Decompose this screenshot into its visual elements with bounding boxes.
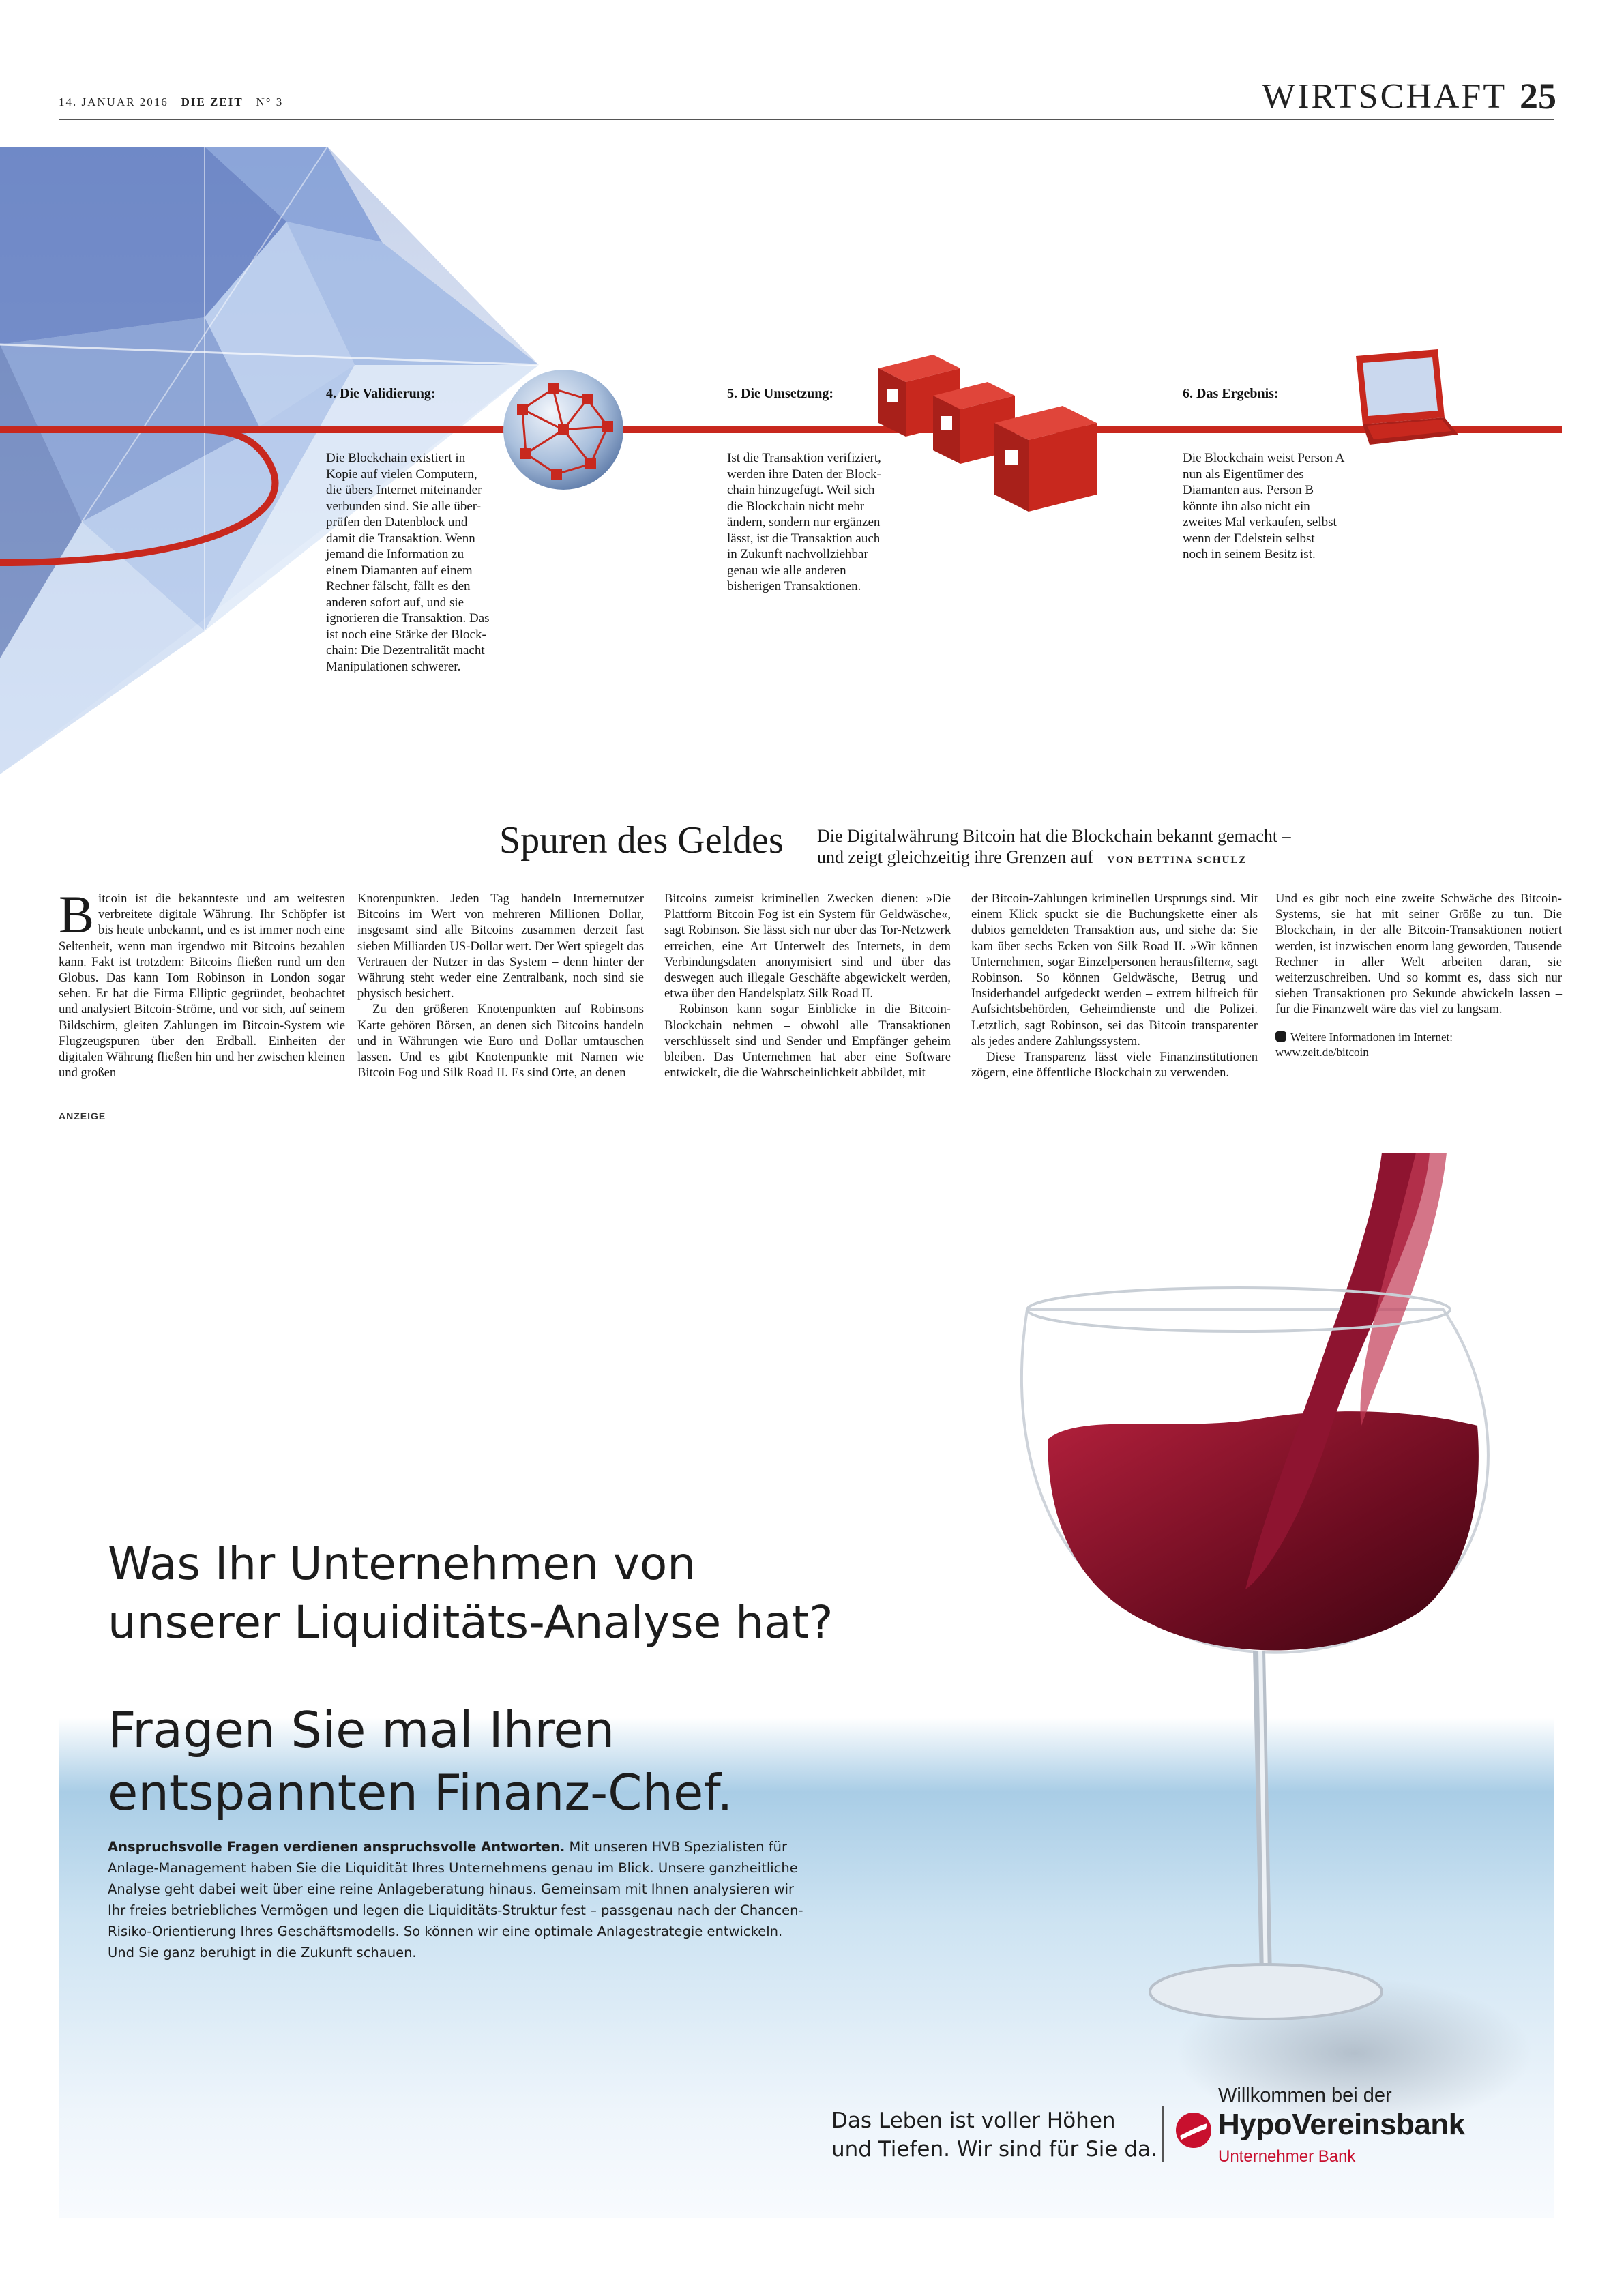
step-text-line: Ist die Transaktion verifiziert, — [727, 451, 881, 465]
step-text-line: wenn der Edelstein selbst — [1183, 531, 1315, 546]
paragraph: Diese Transparenz lässt viele Finanzinstitutionen zögern, eine öffentliche Blockchain zu verwenden. — [971, 1050, 1258, 1080]
dropcap: B — [59, 885, 95, 944]
step-title: 6. Das Ergebnis: — [1183, 386, 1279, 401]
step-text-line: Die Blockchain weist Person A — [1183, 451, 1345, 465]
step-text-line: chain: Die Dezentralität macht — [326, 643, 485, 658]
paper-name: DIE ZEIT — [181, 95, 243, 108]
issue-date: 14. JANUAR 2016 — [59, 95, 168, 108]
slogan-line: und Tiefen. Wir sind für Sie da. — [831, 2137, 1157, 2162]
wine-glass-illustration — [945, 1153, 1554, 2218]
step-text-line: noch in seinem Besitz ist. — [1183, 547, 1316, 561]
ad-body-line: Ihr freies betriebliches Vermögen und legen die Liquiditäts-Struktur fest – passgenau nach der Chancen- — [108, 1902, 803, 1918]
slogan-divider — [1162, 2106, 1164, 2162]
step-text-line: werden ihre Daten der Block- — [727, 467, 881, 482]
masthead-line — [59, 95, 283, 109]
ad-slogan — [831, 2106, 1157, 2164]
article-column-1 — [59, 885, 345, 1080]
step-result — [1183, 386, 1360, 402]
paragraph: Zu den größeren Knotenpunkten auf Robinsons Karte gehören Börsen, an denen sich Bitcoins handeln und in Währungen wie Euro und Dollar umtauschen lassen. Und es gibt Knotenpunkte mit Namen wie Bitcoin Fog und Silk Road II. Es sind Orte, an denen — [357, 1002, 644, 1080]
slogan-line: Das Leben ist voller Höhen — [831, 2108, 1116, 2133]
paragraph: der Bitcoin-Zahlungen kriminellen Ursprungs sind. Mit einem Klick spuckt sie die Buchungskette einer als dubios gemeldeten Transaktion aus, und siehe da: Sie kam über sechs Ecken von Silk Road II. »Wir können Unternehmen, sogar Einzelpersonen herausfiltern«, sagt Robinson. So können Geldwäsche, Betrug und Insiderhandel aufgedeckt werden – extrem hilfreich für Aufsichtsbehörden, Geheimdienste und die Polizei. Letztlich, sagt Robinson, sei das Bitcoin transparenter als jedes andere Zahlungssystem. — [971, 892, 1258, 1048]
paragraph: Und es gibt noch eine zweite Schwäche des Bitcoin-Systems, sie hat mit seiner Größe zu tun. Die Blockchain, in der alle Bitcoin-Transaktionen notiert werden, ist inzwischen enorm lang geworden, Tausende Rechner in aller Welt arbeiten daran, sie weiterzuschreiben. Und so kommt es, dass sich nur sieben Transaktionen pro Sekunde abwickeln lassen – für die Finanzwelt wäre das viel zu langsam. — [1275, 892, 1562, 1017]
step-text-line: ignorieren die Transaktion. Das — [326, 611, 490, 625]
ad-body-line: Analyse geht dabei weit über eine reine Anlageberatung hinaus. Gemeinsam mit Ihnen analysieren wir — [108, 1881, 795, 1897]
step-text-line: einem Diamanten auf einem — [326, 563, 473, 578]
brand-welcome: Willkommen bei der — [1218, 2085, 1392, 2106]
step-text-line: prüfen den Datenblock und — [326, 515, 468, 529]
article-deck — [817, 825, 1295, 871]
answer-line: Fragen Sie mal Ihren — [108, 1701, 615, 1758]
advertisement — [59, 1153, 1554, 2218]
ad-answer — [108, 1698, 994, 1824]
article-column-2 — [357, 891, 644, 1080]
step-text-line: anderen sofort auf, und sie — [326, 595, 464, 610]
step-text-line: jemand die Information zu — [326, 547, 464, 561]
ad-body-line: Mit unseren HVB Spezialisten für — [565, 1839, 787, 1855]
step-text-line: lässt, ist die Transaktion auch — [727, 531, 881, 546]
article-column-3 — [664, 891, 951, 1080]
step-text-line: Diamanten aus. Person B — [1183, 483, 1314, 497]
hand-icon — [1275, 1031, 1286, 1042]
page-number: 25 — [1520, 76, 1556, 117]
section-title: WIRTSCHAFT — [1262, 77, 1507, 116]
ad-body-copy — [108, 1836, 885, 1963]
issue-number: N° 3 — [256, 95, 284, 108]
step-validation-text — [326, 450, 531, 675]
answer-line: entspannten Finanz-Chef. — [108, 1764, 733, 1821]
step-text-line: Kopie auf vielen Computern, — [326, 467, 477, 482]
article-headline: Spuren des Geldes — [499, 819, 784, 862]
article-column-5 — [1275, 891, 1562, 1060]
step-text-line: verbunden sind. Sie alle über- — [326, 499, 482, 514]
step-text-line: die Blockchain nicht mehr — [727, 499, 865, 514]
paragraph: Bitcoins zumeist kriminellen Zwecken dienen: »Die Plattform Bitcoin Fog ist ein System für Geldwäsche«, sagt Robinson. Sie lässt sich nur über das Tor-Netzwerk erreichen, eine Art Unterwelt des Internets, in dem Verbindungsdaten anonymisiert sind und über das deswegen auch illegale Geschäfte abgewickelt werden, etwa über den Handelsplatz Silk Road II. — [664, 892, 951, 1001]
step-text-line: bisherigen Transaktionen. — [727, 579, 861, 593]
step-text-line: damit die Transaktion. Wenn — [326, 531, 475, 546]
step-text-line: ist noch eine Stärke der Block- — [326, 627, 486, 642]
step-validation — [326, 386, 503, 402]
step-text-line: könnte ihn also nicht ein — [1183, 499, 1310, 514]
step-text-line: nun als Eigentümer des — [1183, 467, 1304, 482]
step-implementation — [727, 386, 904, 402]
step-text-line: ändern, sondern nur ergänzen — [727, 515, 881, 529]
ad-question — [108, 1535, 994, 1652]
step-text-line: Die Blockchain existiert in — [326, 451, 466, 465]
ad-body-line: Und Sie ganz beruhigt in die Zukunft schauen. — [108, 1945, 417, 1960]
question-line: Was Ihr Unternehmen von — [108, 1537, 696, 1590]
step-text-line: in Zukunft nachvollziehbar – — [727, 547, 878, 561]
step-text-line: Manipulationen schwerer. — [326, 659, 461, 674]
step-implementation-text — [727, 450, 932, 595]
hvb-logo-icon — [1174, 2111, 1213, 2149]
step-text-line: chain hinzugefügt. Weil sich — [727, 483, 875, 497]
step-text-line: zweites Mal verkaufen, selbst — [1183, 515, 1337, 529]
paragraph: Knotenpunkten. Jeden Tag handeln Internetnutzer Bitcoins im Wert von mehreren Millionen Dollar, insgesamt sind alle Bitcoins zusammen derzeit fast sieben Milliarden US-Dollar wert. Der Wert spiegelt das Vertrauen der Nutzer in das System – denn hinter der Währung steht weder eine Zentralbank, noch sind sie physisch besichert. — [357, 892, 644, 1001]
ad-body-line: Risiko-Orientierung Ihres Geschäftsmodells. So können wir eine optimale Anlagestrategie entwickeln. — [108, 1924, 783, 1939]
info-link[interactable]: www.zeit.de/bitcoin — [1275, 1045, 1369, 1059]
article-column-4 — [971, 891, 1258, 1080]
info-label: Weitere Informationen im Internet: — [1290, 1030, 1453, 1044]
byline: VON BETTINA SCHULZ — [1107, 855, 1247, 866]
ad-body-line: Anlage-Management haben Sie die Liquidität Ihres Unternehmens genau im Blick. Unsere ganzheitliche — [108, 1860, 798, 1876]
step-text-line: genau wie alle anderen — [727, 563, 846, 578]
deck-text: Die Digitalwährung Bitcoin hat die Blockchain bekannt gemacht – und zeigt gleichzeitig ihre Grenzen auf — [817, 826, 1291, 867]
step-result-text — [1183, 450, 1387, 563]
ad-label: ANZEIGE — [59, 1110, 106, 1121]
brand-name: HypoVereinsbank — [1218, 2108, 1465, 2141]
question-line: unserer Liquiditäts-Analyse hat? — [108, 1596, 833, 1649]
step-title: 4. Die Validierung: — [326, 386, 436, 401]
header-rule — [59, 119, 1554, 120]
paragraph: Robinson kann sogar Einblicke in die Bitcoin-Blockchain nehmen – obwohl alle Transaktionen verschlüsselt sind und Sender und Empfänger geheim bleiben. Das Unternehmen hat aber eine Software entwickelt, die die Wahrscheinlichkeit abbildet, mit — [664, 1002, 951, 1080]
ad-body-lead: Anspruchsvolle Fragen verdienen anspruchsvolle Antworten. — [108, 1839, 565, 1855]
brand-tagline: Unternehmer Bank — [1218, 2147, 1356, 2166]
info-note — [1275, 1030, 1562, 1060]
step-title: 5. Die Umsetzung: — [727, 386, 834, 401]
step-text-line: Rechner fälscht, fällt es den — [326, 579, 471, 593]
step-text-line: die übers Internet miteinander — [326, 483, 482, 497]
paragraph: itcoin ist die bekannteste und am weitesten verbreitete digitale Währung. Ihr Schöpfer ist bis heute unbekannt, und es ist immer noch eine Seltenheit, wenn man irgendwo mit Bitcoins bezahlen kann. Fakt ist trotzdem: Bitcoins fließen rund um den Globus. Das kann Tom Robinson in London sogar sehen. Er hat die Firma Elliptic gegründet, beobachtet und analysiert Bitcoin-Ströme, und vor sich, auf seinem Bildschirm, gleiten Zahlungen im Bitcoin-System wie Flugzeugspuren über den Erdball. Einheiten der digitalen Währung fließen hin und her zwischen kleinen und großen — [59, 892, 345, 1080]
